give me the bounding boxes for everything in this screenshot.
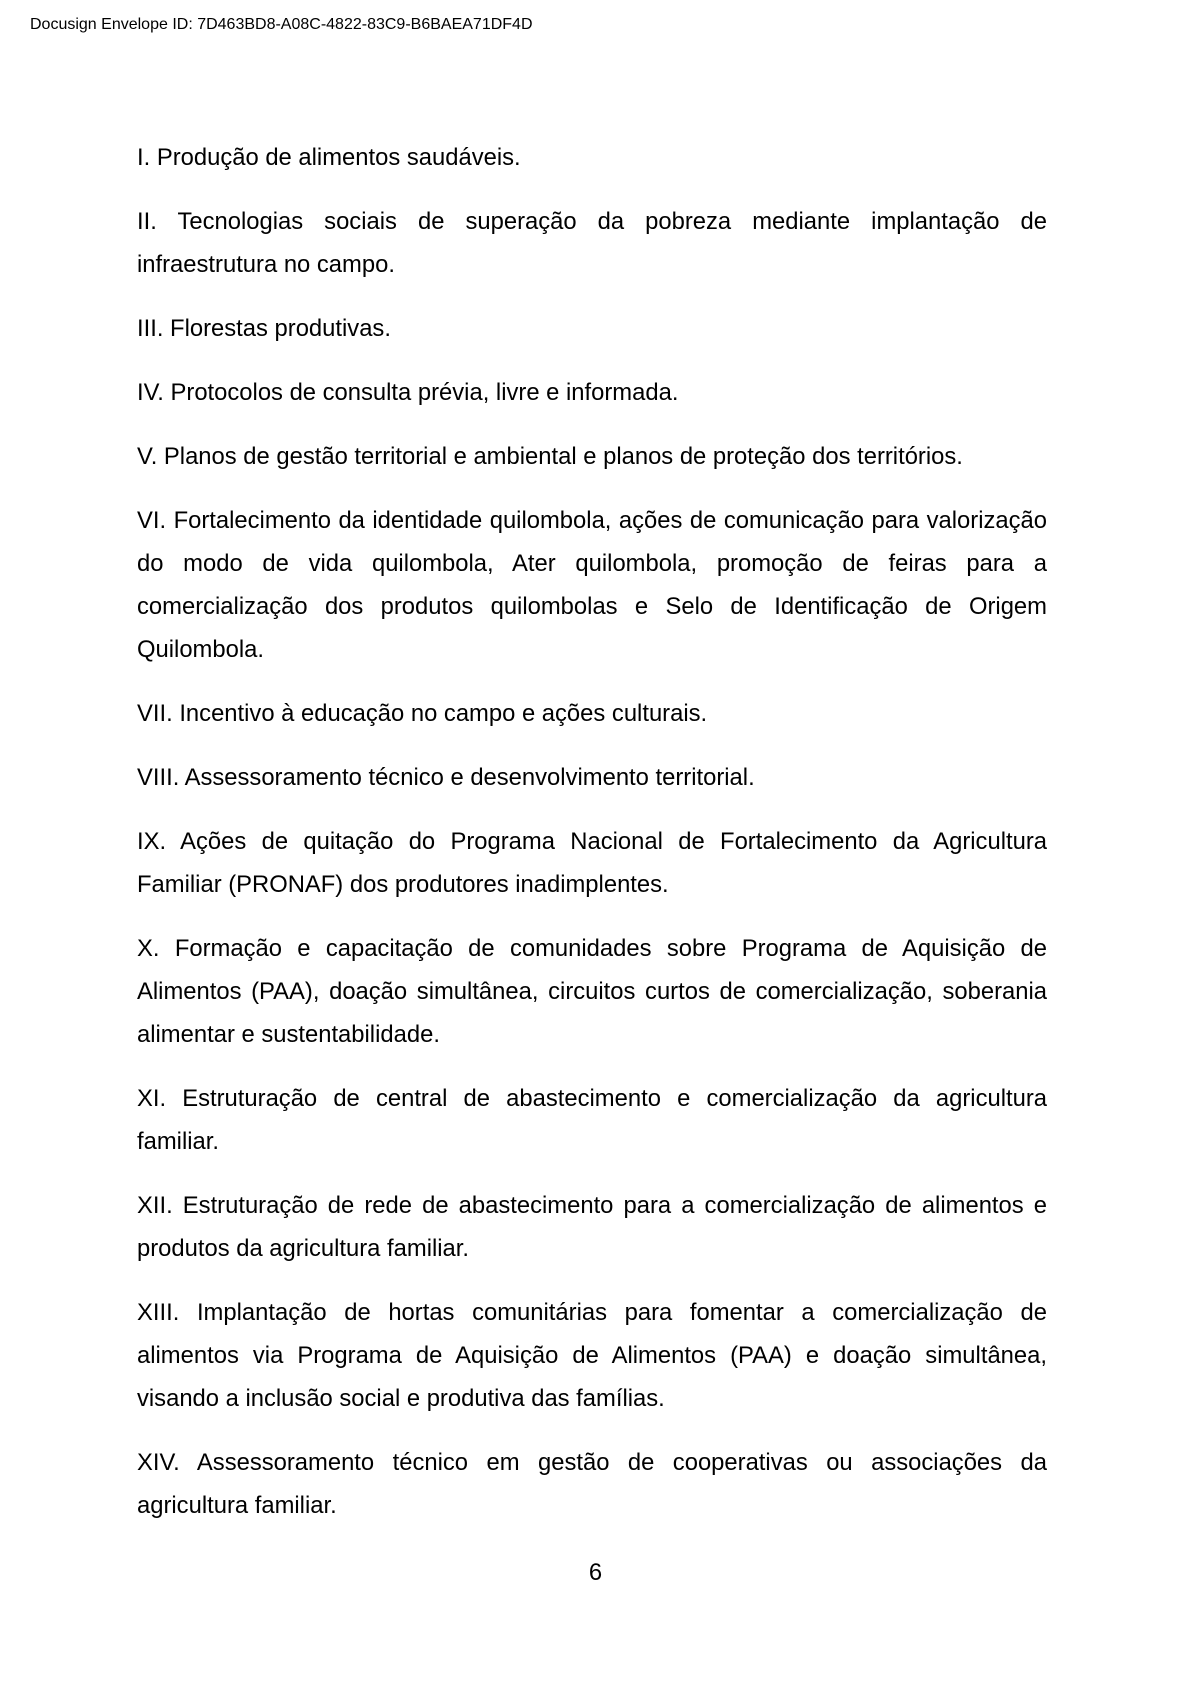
list-item [137, 307, 1047, 350]
text-line: produtos da agricultura familiar. [137, 1235, 470, 1262]
list-item [137, 756, 1047, 799]
text-line: XIV. Assessoramento técnico em gestão de cooperativas ou associações da [137, 1449, 1047, 1476]
list-item [137, 499, 1047, 671]
text-line: V. Planos de gestão territorial e ambiental e planos de proteção dos territórios. [137, 443, 963, 470]
text-line: X. Formação e capacitação de comunidades sobre Programa de Aquisição de [137, 935, 1047, 962]
text-line: VII. Incentivo à educação no campo e ações culturais. [137, 700, 708, 727]
text-line: infraestrutura no campo. [137, 251, 395, 278]
text-line: Familiar (PRONAF) dos produtores inadimplentes. [137, 871, 669, 898]
text-line: alimentos via Programa de Aquisição de Alimentos (PAA) e doação simultânea, [137, 1342, 1047, 1369]
list-item [137, 136, 1047, 179]
list-item [137, 692, 1047, 735]
text-line: do modo de vida quilombola, Ater quilombola, promoção de feiras para a [137, 550, 1047, 577]
text-line: Quilombola. [137, 636, 264, 663]
page-number: 6 [588, 1559, 603, 1586]
text-line: IX. Ações de quitação do Programa Nacional de Fortalecimento da Agricultura [137, 828, 1047, 855]
list-item [137, 1184, 1047, 1270]
text-line: Alimentos (PAA), doação simultânea, circuitos curtos de comercialização, soberania [137, 978, 1047, 1005]
text-line: comercialização dos produtos quilombolas e Selo de Identificação de Origem [137, 593, 1047, 620]
list-item [137, 820, 1047, 906]
text-line: visando a inclusão social e produtiva das famílias. [137, 1385, 665, 1412]
text-line: familiar. [137, 1128, 219, 1155]
text-line: II. Tecnologias sociais de superação da pobreza mediante implantação de [137, 208, 1047, 235]
text-line: VI. Fortalecimento da identidade quilombola, ações de comunicação para valorização [137, 507, 1047, 534]
list-item [137, 1291, 1047, 1420]
text-line: agricultura familiar. [137, 1492, 337, 1519]
text-line: XIII. Implantação de hortas comunitárias para fomentar a comercialização de [137, 1299, 1047, 1326]
text-line: XII. Estruturação de rede de abastecimento para a comercialização de alimentos e [137, 1192, 1047, 1219]
list-item [137, 1441, 1047, 1527]
document-body [137, 136, 1047, 1548]
list-item [137, 200, 1047, 286]
text-line: alimentar e sustentabilidade. [137, 1021, 440, 1048]
list-item [137, 927, 1047, 1056]
text-line: VIII. Assessoramento técnico e desenvolvimento territorial. [137, 764, 755, 791]
docusign-envelope-id: Docusign Envelope ID: 7D463BD8-A08C-4822-83C9-B6BAEA71DF4D [30, 16, 533, 33]
text-line: XI. Estruturação de central de abastecimento e comercialização da agricultura [137, 1085, 1047, 1112]
text-line: III. Florestas produtivas. [137, 315, 391, 342]
text-line: I. Produção de alimentos saudáveis. [137, 144, 521, 171]
list-item [137, 1077, 1047, 1163]
list-item [137, 435, 1047, 478]
list-item [137, 371, 1047, 414]
text-line: IV. Protocolos de consulta prévia, livre e informada. [137, 379, 679, 406]
